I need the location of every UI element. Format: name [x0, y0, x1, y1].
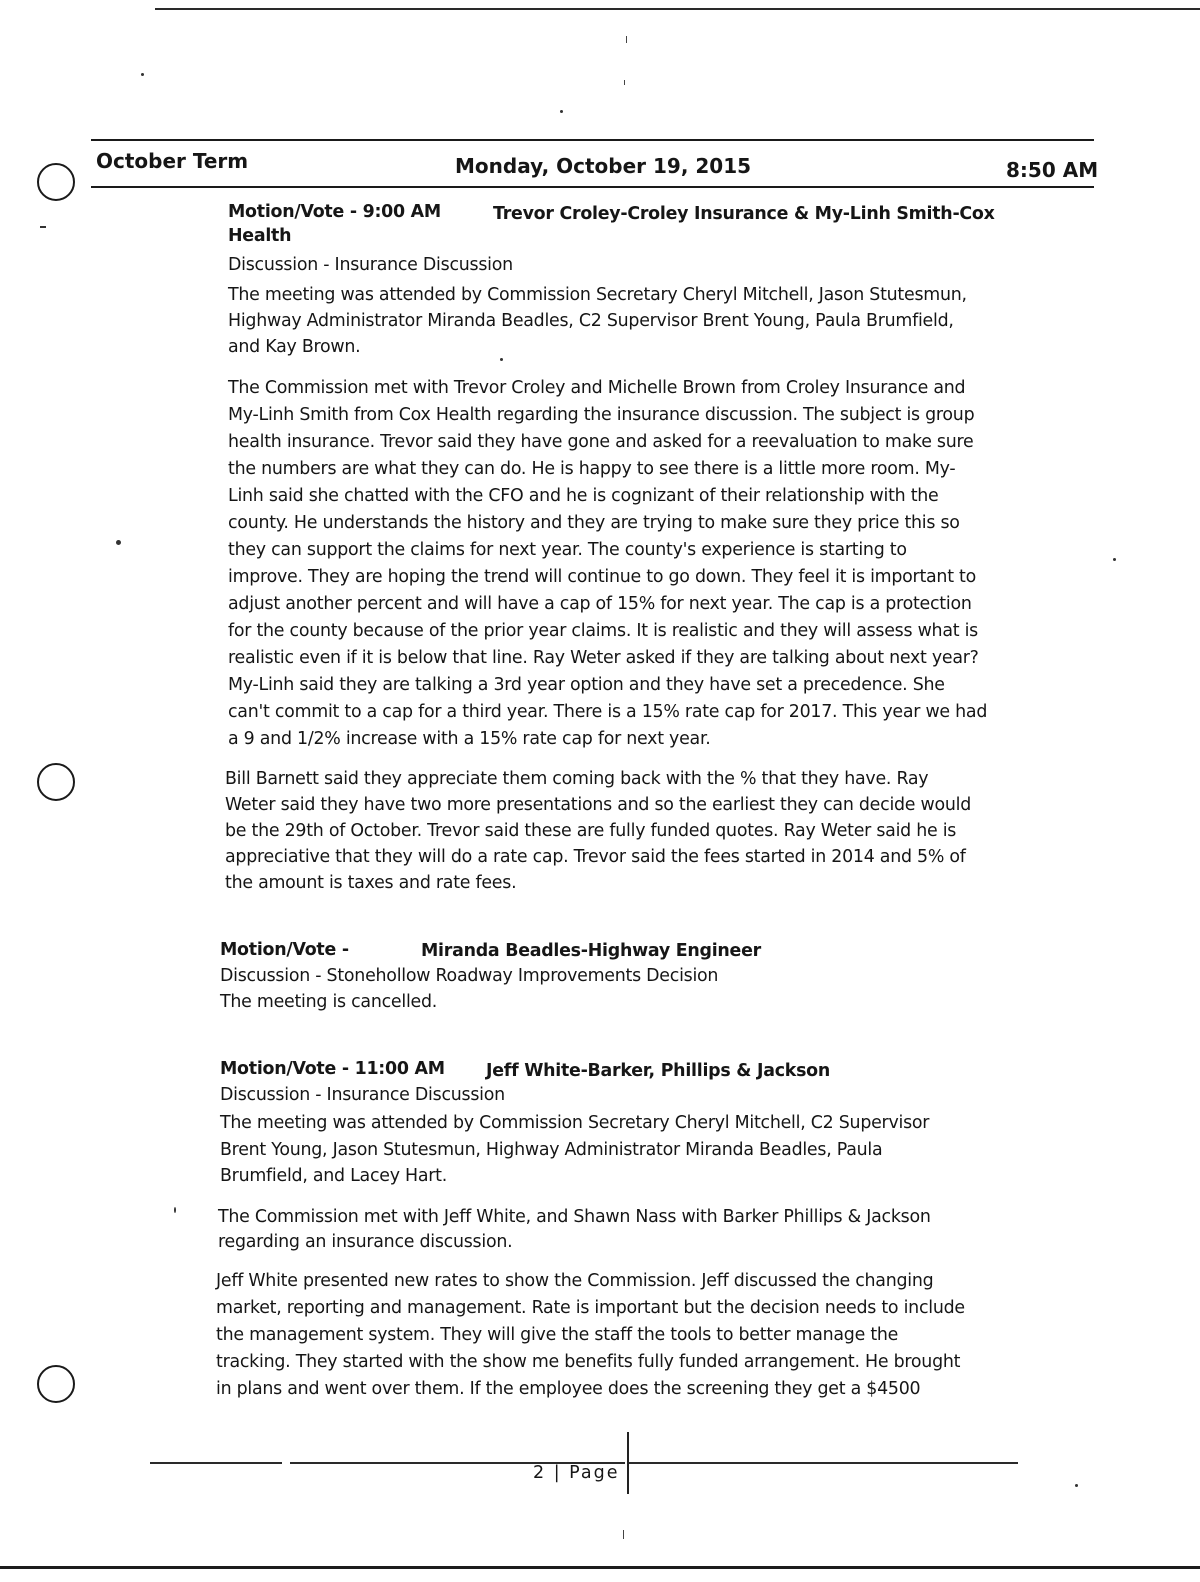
header-rule-bottom	[91, 186, 1094, 188]
scan-speck	[141, 73, 144, 76]
page-number: 2 | Page	[533, 1463, 620, 1483]
section3-heading-title: Jeff White-Barker, Phillips & Jackson	[486, 1061, 830, 1081]
section1-para2-line: the amount is taxes and rate fees.	[225, 873, 517, 893]
section1-para1-line: the numbers are what they can do. He is happy to see there is a little more room. My-	[228, 459, 956, 479]
section3-para2-line: market, reporting and management. Rate is important but the decision needs to include	[216, 1298, 965, 1318]
section1-attendance-line: and Kay Brown.	[228, 337, 361, 357]
section1-heading-label: Motion/Vote - 9:00 AM	[228, 202, 441, 222]
section1-para1-line: a 9 and 1/2% increase with a 15% rate cap for next year.	[228, 729, 711, 749]
section3-attendance-line: Brent Young, Jason Stutesmun, Highway Administrator Miranda Beadles, Paula	[220, 1140, 883, 1160]
section2-discussion: Discussion - Stonehollow Roadway Improvements Decision	[220, 966, 719, 986]
header-date: Monday, October 19, 2015	[455, 154, 752, 178]
section1-para2-line: appreciative that they will do a rate cap. Trevor said the fees started in 2014 and 5% of	[225, 847, 966, 867]
section1-attendance-line: The meeting was attended by Commission Secretary Cheryl Mitchell, Jason Stutesmun,	[228, 285, 967, 305]
section3-para1-line: regarding an insurance discussion.	[218, 1232, 513, 1252]
punch-hole	[37, 1365, 75, 1403]
footer-rule	[629, 1462, 1018, 1464]
scan-speck	[623, 1530, 624, 1539]
section1-attendance-line: Highway Administrator Miranda Beadles, C2 Supervisor Brent Young, Paula Brumfield,	[228, 311, 954, 331]
footer-rule	[150, 1462, 282, 1464]
punch-hole	[37, 763, 75, 801]
scan-speck	[116, 540, 121, 545]
scan-speck	[500, 358, 503, 361]
section1-para1-line: improve. They are hoping the trend will continue to go down. They feel it is important to	[228, 567, 977, 587]
section2-note: The meeting is cancelled.	[220, 992, 438, 1012]
scan-speck	[560, 110, 563, 113]
section1-para1-line: My-Linh Smith from Cox Health regarding the insurance discussion. The subject is group	[228, 405, 975, 425]
section3-para2-line: tracking. They started with the show me benefits fully funded arrangement. He brought	[216, 1352, 961, 1372]
section1-para1-line: realistic even if it is below that line. Ray Weter asked if they are talking about next year?	[228, 648, 979, 668]
section3-heading-label: Motion/Vote - 11:00 AM	[220, 1059, 445, 1079]
section1-para1-line: The Commission met with Trevor Croley and Michelle Brown from Croley Insurance and	[228, 378, 966, 398]
section1-para1-line: adjust another percent and will have a cap of 15% for next year. The cap is a protection	[228, 594, 972, 614]
section3-attendance-line: The meeting was attended by Commission Secretary Cheryl Mitchell, C2 Supervisor	[220, 1113, 930, 1133]
section3-attendance-line: Brumfield, and Lacey Hart.	[220, 1166, 448, 1186]
section1-para1-line: county. He understands the history and they are trying to make sure they price this so	[228, 513, 960, 533]
scan-speck	[174, 1207, 176, 1213]
section2-heading-label: Motion/Vote -	[220, 940, 349, 960]
section1-para1-line: health insurance. Trevor said they have gone and asked for a reevaluation to make sure	[228, 432, 974, 452]
section1-para1-line: Linh said she chatted with the CFO and he is cognizant of their relationship with the	[228, 486, 939, 506]
header-time: 8:50 AM	[1006, 158, 1099, 182]
section1-para2-line: be the 29th of October. Trevor said these are fully funded quotes. Ray Weter said he is	[225, 821, 957, 841]
section3-para2-line: in plans and went over them. If the employee does the screening they get a $4500	[216, 1379, 921, 1399]
section1-heading-title: Trevor Croley-Croley Insurance & My-Linh Smith-Cox	[493, 204, 995, 224]
section1-para2-line: Weter said they have two more presentations and so the earliest they can decide would	[225, 795, 972, 815]
section3-discussion: Discussion - Insurance Discussion	[220, 1085, 505, 1105]
section1-para1-line: can't commit to a cap for a third year. There is a 15% rate cap for 2017. This year we had	[228, 702, 988, 722]
section3-para2-line: Jeff White presented new rates to show the Commission. Jeff discussed the changing	[216, 1271, 934, 1291]
scan-speck	[1113, 558, 1116, 561]
scan-edge-bottom	[0, 1566, 1200, 1569]
section3-para1-line: The Commission met with Jeff White, and Shawn Nass with Barker Phillips & Jackson	[218, 1207, 931, 1227]
scan-speck	[624, 80, 625, 85]
section2-heading-title: Miranda Beadles-Highway Engineer	[421, 941, 761, 961]
section1-para1-line: they can support the claims for next year. The county's experience is starting to	[228, 540, 907, 560]
scan-edge-top	[155, 8, 1200, 10]
section1-para2-line: Bill Barnett said they appreciate them coming back with the % that they have. Ray	[225, 769, 929, 789]
section1-heading-cont: Health	[228, 226, 292, 246]
section3-para2-line: the management system. They will give the staff the tools to better manage the	[216, 1325, 899, 1345]
scan-speck	[1075, 1484, 1078, 1487]
header-rule-top	[91, 139, 1094, 141]
punch-hole	[37, 163, 75, 201]
section1-discussion: Discussion - Insurance Discussion	[228, 255, 513, 275]
section1-para1-line: My-Linh said they are talking a 3rd year option and they have set a precedence. She	[228, 675, 945, 695]
section1-para1-line: for the county because of the prior year claims. It is realistic and they will assess what is	[228, 621, 978, 641]
scan-speck	[626, 36, 627, 43]
header-term: October Term	[96, 149, 249, 173]
scan-speck	[40, 226, 46, 228]
footer-divider	[627, 1432, 629, 1494]
